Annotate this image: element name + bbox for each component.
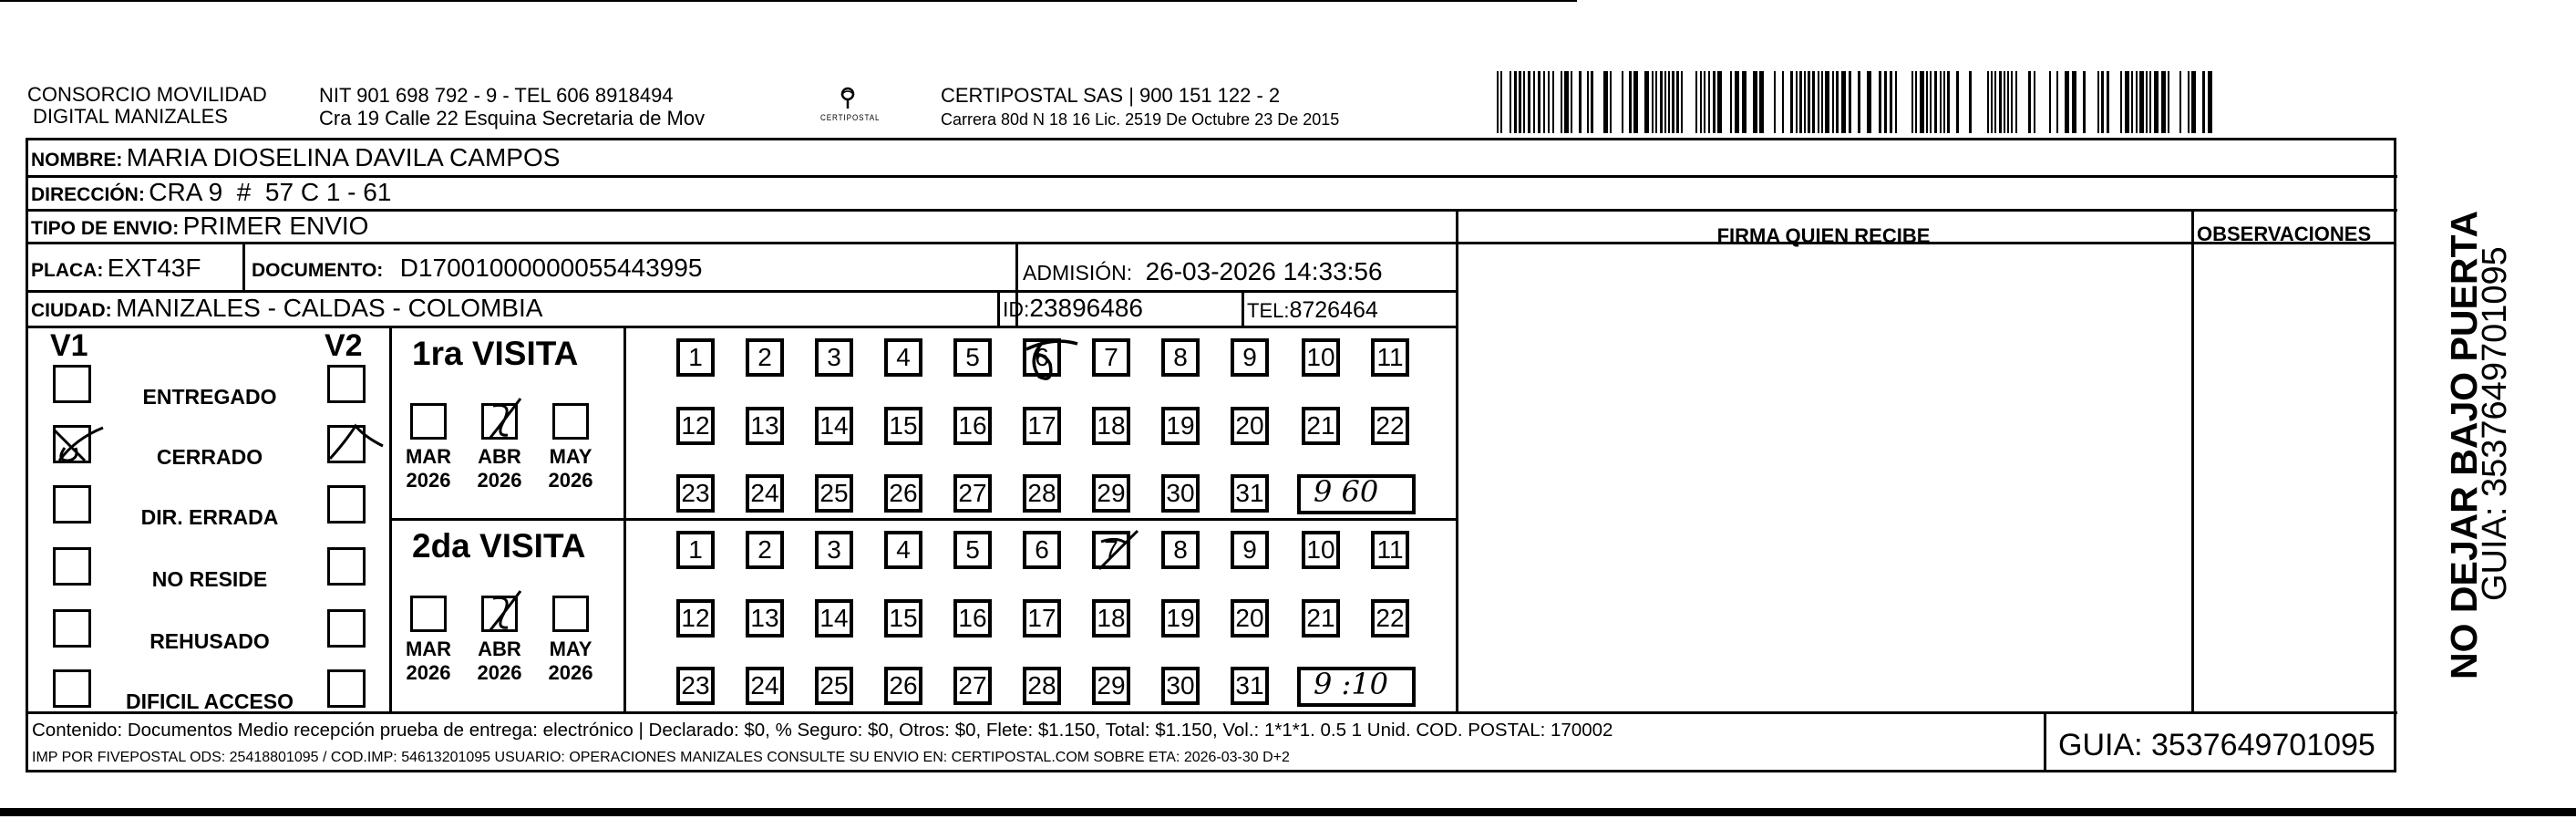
month-checkbox[interactable] <box>481 596 518 632</box>
signature-area[interactable] <box>1459 246 2189 710</box>
carrier-name: CERTIPOSTAL SAS | 900 151 122 - 2 <box>941 84 1281 107</box>
day-number: 27 <box>958 671 987 700</box>
day-number: 19 <box>1166 604 1195 632</box>
day-number: 30 <box>1166 671 1195 700</box>
day-box[interactable] <box>1231 338 1269 377</box>
day-box[interactable] <box>1231 407 1269 445</box>
day-box[interactable] <box>953 667 992 705</box>
day-box[interactable] <box>1231 474 1269 513</box>
day-number: 10 <box>1306 343 1335 371</box>
v1-checkbox[interactable] <box>53 609 91 648</box>
day-number: 27 <box>958 479 987 507</box>
visit-title: 1ra VISITA <box>412 335 579 372</box>
day-number: 23 <box>681 479 710 507</box>
day-box[interactable] <box>953 531 992 569</box>
month-name: MAY <box>549 445 592 468</box>
day-number: 9 <box>1242 535 1257 564</box>
document-value: D17001000000055443995 <box>399 254 703 282</box>
v1-checkbox[interactable] <box>53 547 91 586</box>
barcode <box>1493 71 2213 133</box>
logo-caption: CERTIPOSTAL <box>820 113 881 122</box>
day-box[interactable] <box>676 531 715 569</box>
month-label <box>403 445 454 492</box>
day-number: 13 <box>750 604 779 632</box>
v2-checkbox[interactable] <box>327 547 366 586</box>
company-name-line2: DIGITAL MANIZALES <box>33 105 228 128</box>
reason-label: CERRADO <box>156 445 263 469</box>
month-name: MAR <box>405 638 452 660</box>
day-box[interactable] <box>1371 407 1409 445</box>
footer-guia: GUIA: 3537649701095 <box>2058 728 2375 762</box>
month-year: 2026 <box>477 469 522 492</box>
id-value: 23896486 <box>1029 294 1143 322</box>
day-box[interactable] <box>1023 407 1061 445</box>
day-box[interactable] <box>1302 407 1340 445</box>
day-number: 7 <box>1104 343 1118 371</box>
day-box[interactable] <box>884 599 922 638</box>
day-box[interactable] <box>746 474 784 513</box>
day-number: 18 <box>1097 411 1126 440</box>
day-box[interactable] <box>1023 474 1061 513</box>
divider <box>389 518 1458 521</box>
day-number: 14 <box>819 411 849 440</box>
day-number: 5 <box>965 343 980 371</box>
day-number: 16 <box>958 411 987 440</box>
day-box[interactable] <box>1302 338 1340 377</box>
month-year: 2026 <box>548 469 593 492</box>
day-number: 3 <box>827 343 841 371</box>
day-number: 21 <box>1306 411 1335 440</box>
divider <box>2191 209 2194 713</box>
signature-title: FIRMA QUIEN RECIBE <box>1716 224 1931 247</box>
divider <box>27 209 2397 212</box>
day-box[interactable] <box>815 474 853 513</box>
month-year: 2026 <box>548 661 593 684</box>
city-cell <box>31 294 542 323</box>
day-number: 13 <box>750 411 779 440</box>
month-label <box>403 638 454 685</box>
day-number: 20 <box>1235 604 1264 632</box>
month-checkbox[interactable] <box>410 403 447 440</box>
day-box[interactable] <box>884 407 922 445</box>
recipient-address: CRA 9 # 57 C 1 - 61 <box>149 178 392 206</box>
reason-label: NO RESIDE <box>151 567 268 591</box>
day-box[interactable] <box>1231 667 1269 705</box>
v2-checkbox[interactable] <box>327 669 366 708</box>
admission-value: 26-03-2026 14:33:56 <box>1145 257 1383 285</box>
day-number: 26 <box>889 671 918 700</box>
day-box[interactable] <box>884 667 922 705</box>
day-number: 30 <box>1166 479 1195 507</box>
day-box[interactable] <box>746 338 784 377</box>
recipient-name: MARIA DIOSELINA DAVILA CAMPOS <box>126 143 561 171</box>
reason-label: REHUSADO <box>149 629 270 653</box>
divider <box>2044 711 2046 772</box>
day-box[interactable] <box>676 599 715 638</box>
day-number: 17 <box>1027 411 1056 440</box>
day-box[interactable] <box>746 667 784 705</box>
day-number: 18 <box>1097 604 1126 632</box>
day-box[interactable] <box>1161 407 1200 445</box>
day-box[interactable] <box>1092 474 1130 513</box>
day-box[interactable] <box>815 667 853 705</box>
day-box[interactable] <box>1161 474 1200 513</box>
day-box[interactable] <box>746 407 784 445</box>
day-box[interactable] <box>1302 531 1340 569</box>
footer-imp: IMP POR FIVEPOSTAL ODS: 25418801095 / COD.IMP: 54613201095 USUARIO: OPERACIONES MANIZALES CONSULTE SU ENVIO EN: CERTIPOSTAL.COM SOBRE ETA: 2026-03-30 D+2 <box>32 750 1290 765</box>
month-checkbox[interactable] <box>552 403 589 440</box>
plate-value: EXT43F <box>107 254 201 282</box>
top-cut-line <box>0 0 1577 2</box>
address-label: DIRECCIÓN: <box>31 184 145 205</box>
day-box[interactable] <box>746 599 784 638</box>
divider <box>1456 209 1458 713</box>
divider <box>997 290 1000 327</box>
month-year: 2026 <box>406 661 451 684</box>
day-box[interactable] <box>884 338 922 377</box>
id-label: ID: <box>1003 297 1030 321</box>
month-checkbox[interactable] <box>481 403 518 440</box>
day-box[interactable] <box>676 667 715 705</box>
day-number: 26 <box>889 479 918 507</box>
day-box[interactable] <box>1161 667 1200 705</box>
day-number: 31 <box>1235 671 1264 700</box>
day-box[interactable] <box>676 338 715 377</box>
v1-checkbox[interactable] <box>53 425 91 463</box>
day-number: 31 <box>1235 479 1264 507</box>
day-box[interactable] <box>953 599 992 638</box>
shipment-row <box>31 212 368 241</box>
day-number: 8 <box>1173 535 1188 564</box>
v1-checkbox[interactable] <box>53 485 91 524</box>
company-nit: NIT 901 698 792 - 9 - TEL 606 8918494 <box>319 84 674 107</box>
plate-cell <box>31 254 201 283</box>
day-number: 14 <box>819 604 849 632</box>
day-number: 1 <box>688 343 703 371</box>
day-number: 24 <box>750 671 779 700</box>
day-number: 17 <box>1027 604 1056 632</box>
day-number: 6 <box>1035 535 1049 564</box>
company-name-line1: CONSORCIO MOVILIDAD <box>27 83 267 106</box>
id-cell <box>1003 294 1143 323</box>
day-number: 10 <box>1306 535 1335 564</box>
month-checkbox[interactable] <box>552 596 589 632</box>
v1-header: V1 <box>50 328 88 363</box>
day-number: 4 <box>896 343 911 371</box>
company-info <box>319 84 705 130</box>
admission-label: ADMISIÓN: <box>1023 261 1133 285</box>
visit-title: 2da VISITA <box>412 527 586 565</box>
day-box[interactable] <box>1023 531 1061 569</box>
company-name <box>27 84 267 128</box>
side-guia: GUIA: 3537649701095 <box>2476 246 2514 601</box>
barcode-graphic <box>1493 71 2213 133</box>
month-year: 2026 <box>406 469 451 492</box>
reason-label: DIR. ERRADA <box>140 505 279 529</box>
bottom-cut-line <box>0 808 2576 816</box>
reason-label: DIFICIL ACCESO <box>125 689 294 713</box>
day-box[interactable] <box>815 338 853 377</box>
day-number: 5 <box>965 535 980 564</box>
day-number: 22 <box>1376 411 1405 440</box>
day-box[interactable] <box>953 407 992 445</box>
day-number: 19 <box>1166 411 1195 440</box>
day-box[interactable] <box>676 474 715 513</box>
divider <box>1242 290 1244 327</box>
address-row <box>31 178 391 207</box>
day-number: 29 <box>1097 671 1126 700</box>
reason-label: ENTREGADO <box>142 385 277 409</box>
day-box[interactable] <box>746 531 784 569</box>
admission-cell <box>1023 257 1383 286</box>
day-number: 22 <box>1376 604 1405 632</box>
tel-value: 8726464 <box>1289 297 1378 323</box>
month-label <box>545 638 596 685</box>
time-box[interactable] <box>1297 667 1416 707</box>
v2-checkbox[interactable] <box>327 485 366 524</box>
day-number: 20 <box>1235 411 1264 440</box>
day-number: 29 <box>1097 479 1126 507</box>
day-number: 28 <box>1027 671 1056 700</box>
day-box[interactable] <box>1023 338 1061 377</box>
day-box[interactable] <box>676 407 715 445</box>
divider <box>242 242 245 292</box>
side-warning: NO DEJAR BAJO PUERTA <box>2443 210 2485 679</box>
day-box[interactable] <box>953 474 992 513</box>
recipient-name-row <box>31 143 560 172</box>
day-number: 9 <box>1242 343 1257 371</box>
day-box[interactable] <box>1161 599 1200 638</box>
day-number: 25 <box>819 479 849 507</box>
month-name: ABR <box>478 638 521 660</box>
month-name: MAY <box>549 638 592 660</box>
v2-checkbox[interactable] <box>327 609 366 648</box>
day-number: 2 <box>757 343 772 371</box>
day-number: 15 <box>889 411 918 440</box>
v1-checkbox[interactable] <box>53 669 91 708</box>
day-box[interactable] <box>1302 599 1340 638</box>
day-box[interactable] <box>1023 667 1061 705</box>
handwritten-time: 9 60 <box>1314 474 1379 509</box>
day-number: 7 <box>1104 535 1118 564</box>
handwritten-time: 9 :10 <box>1314 667 1389 701</box>
day-box[interactable] <box>1092 531 1130 569</box>
v2-checkbox[interactable] <box>327 365 366 403</box>
day-number: 16 <box>958 604 987 632</box>
month-label <box>545 445 596 492</box>
day-box[interactable] <box>815 531 853 569</box>
observations-area[interactable] <box>2195 246 2394 710</box>
day-number: 3 <box>827 535 841 564</box>
document-label: DOCUMENTO: <box>252 260 384 281</box>
day-number: 23 <box>681 671 710 700</box>
carrier-address: Carrera 80d N 18 16 Lic. 2519 De Octubre 23 De 2015 <box>941 110 1340 129</box>
day-box[interactable] <box>1371 531 1409 569</box>
v2-header: V2 <box>325 328 363 363</box>
day-box[interactable] <box>1092 338 1130 377</box>
day-box[interactable] <box>1092 667 1130 705</box>
observations-title: OBSERVACIONES <box>2197 223 2372 245</box>
day-box[interactable] <box>953 338 992 377</box>
day-number: 21 <box>1306 604 1335 632</box>
day-number: 12 <box>681 411 710 440</box>
day-box[interactable] <box>1161 531 1200 569</box>
shipment-type: PRIMER ENVIO <box>182 212 369 240</box>
month-label <box>474 445 525 492</box>
day-number: 24 <box>750 479 779 507</box>
day-box[interactable] <box>1092 599 1130 638</box>
city-value: MANIZALES - CALDAS - COLOMBIA <box>116 294 543 322</box>
day-number: 11 <box>1376 535 1404 564</box>
month-checkbox[interactable] <box>410 596 447 632</box>
plate-label: PLACA: <box>31 260 104 281</box>
day-number: 11 <box>1376 343 1404 371</box>
city-label: CIUDAD: <box>31 300 112 321</box>
document-cell <box>252 254 702 283</box>
day-box[interactable] <box>1371 599 1409 638</box>
day-number: 4 <box>896 535 911 564</box>
day-number: 8 <box>1173 343 1188 371</box>
tel-cell <box>1247 297 1378 324</box>
month-name: MAR <box>405 445 452 468</box>
day-box[interactable] <box>1371 338 1409 377</box>
month-year: 2026 <box>477 661 522 684</box>
day-box[interactable] <box>1092 407 1130 445</box>
day-box[interactable] <box>884 531 922 569</box>
time-box[interactable] <box>1297 474 1416 514</box>
day-box[interactable] <box>815 407 853 445</box>
day-box[interactable] <box>884 474 922 513</box>
day-number: 12 <box>681 604 710 632</box>
day-number: 2 <box>757 535 772 564</box>
v2-checkbox[interactable] <box>327 425 366 463</box>
day-number: 1 <box>688 535 703 564</box>
name-label: NOMBRE: <box>31 150 123 171</box>
day-box[interactable] <box>1231 531 1269 569</box>
footer-content: Contenido: Documentos Medio recepción prueba de entrega: electrónico | Declarado: $0, % Seguro: $0, Otros: $0, Flete: $1.150, Total: $1.150, Vol.: 1*1*1. 0.5 1 Unid. COD. POSTAL: 170002 <box>32 720 1613 741</box>
day-box[interactable] <box>1023 599 1061 638</box>
month-label <box>474 638 525 685</box>
day-box[interactable] <box>815 599 853 638</box>
day-box[interactable] <box>1161 338 1200 377</box>
v1-checkbox[interactable] <box>53 365 91 403</box>
shipment-label: TIPO DE ENVIO: <box>31 218 180 239</box>
day-number: 6 <box>1035 343 1049 371</box>
day-number: 25 <box>819 671 849 700</box>
company-address: Cra 19 Calle 22 Esquina Secretaria de Mov <box>319 107 706 130</box>
day-number: 28 <box>1027 479 1056 507</box>
tel-label: TEL: <box>1247 299 1290 322</box>
day-number: 15 <box>889 604 918 632</box>
day-box[interactable] <box>1231 599 1269 638</box>
month-name: ABR <box>478 445 521 468</box>
divider <box>27 711 2397 714</box>
